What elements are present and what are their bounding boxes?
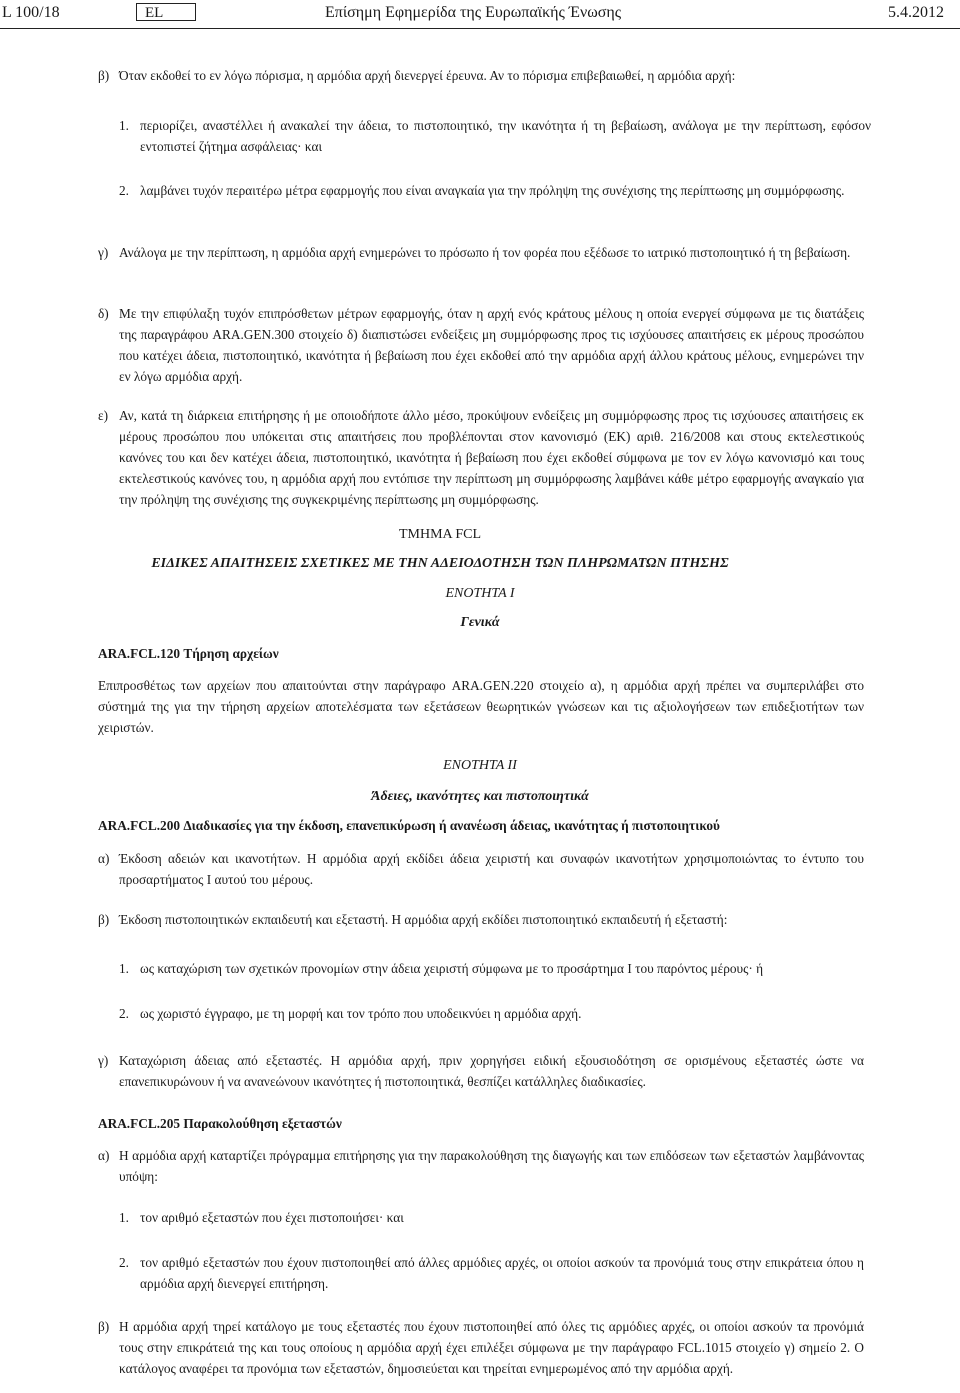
item-number: 1. xyxy=(119,118,129,133)
paragraph-text: Αν, κατά τη διάρκεια επιτήρησης ή με οποιοδήποτε άλλο μέσο, προκύψουν ενδείξεις μη συμμόρφωσης προς τις ισχύουσες απαιτήσεις εκ μέρους προσώπου που υπόκειται στις απαιτήσεις που προβλέπονται στον κανονισμό (ΕΚ) αριθ. 216/2008 και στους εκτελεστικούς κανόνες του και δεν κατέχει άδεια, πιστοποιητικό, ικανότητα ή βεβαίωση που έχει εκδοθεί σύμφωνα με τον εν λόγω κανονισμό και τους εκτελεστικούς κανόνες του, η αρμόδια αρχή που εντόπισε την περίπτωση μη συμμόρφωσης λαμβάνει κάθε μέτρο εφαρμογής αναγκαίο για την πρόληψη της συνέχισης της συγκεκριμένης περίπτωσης μη συμμόρφωσης. xyxy=(119,408,864,507)
paragraph-label: α) xyxy=(98,1148,110,1163)
paragraph-text: Με την επιφύλαξη τυχόν επιπρόσθετων μέτρων εφαρμογής, όταν η αρχή ενός κράτους μέλους η οποία ενεργεί σύμφωνα με τις διατάξεις της παραγράφου ARA.GEN.300 στοιχείο δ) διαπιστώσει ενδείξεις μη συμμόρφωσης προς τις ισχύουσες απαιτήσεις εκ μέρους προσώπου που κατέχει άδεια, πιστοποιητικό, ικανότητα ή βεβαίωση που έχει εκδοθεί από την αρμόδια αρχή άλλου κράτους μέλους, ενημερώνει την εν λόγω αρμόδια αρχή. xyxy=(119,306,864,384)
paragraph-label: α) xyxy=(98,851,110,866)
item-number: 2. xyxy=(119,1006,129,1021)
subsection-1-title: Γενικά xyxy=(460,615,500,630)
paragraph-label: β) xyxy=(98,912,110,927)
header-rule xyxy=(0,28,960,29)
article-200-paragraph-b-item-2 xyxy=(119,1003,864,1024)
paragraph-text: Ανάλογα με την περίπτωση, η αρμόδια αρχή ενημερώνει το πρόσωπο ή τον φορέα που εξέδωσε το ιατρικό πιστοποιητικό ή τη βεβαίωση. xyxy=(119,245,851,260)
item-number: 2. xyxy=(119,1255,129,1270)
paragraph-b-item-2 xyxy=(119,180,871,201)
paragraph-text: Όταν εκδοθεί το εν λόγω πόρισμα, η αρμόδια αρχή διενεργεί έρευνα. Αν το πόρισμα επιβεβαιωθεί, η αρμόδια αρχή: xyxy=(119,68,736,83)
language-code: EL xyxy=(136,3,196,21)
journal-title: Επίσημη Εφημερίδα της Ευρωπαϊκής Ένωσης xyxy=(325,4,622,21)
paragraph-text: Η αρμόδια αρχή τηρεί κατάλογο με τους εξεταστές που έχουν πιστοποιηθεί από όλες τις αρμόδιες αρχές, οι οποίοι ασκούν τα προνόμιά τους στην επικράτειά της και τους οποίους η αρμόδια αρχή έχει επιλέξει σύμφωνα με την παράγραφο FCL.1015 στοιχείο γ) σημείο 2. Ο κατάλογος αναφέρει τα προνόμια των εξεταστών, δημοσιεύεται και τηρείται ενημερωμένος από την αρμόδια αρχή. xyxy=(119,1319,864,1376)
item-text: ως χωριστό έγγραφο, με τη μορφή και τον τρόπο που υποδεικνύει η αρμόδια αρχή. xyxy=(140,1006,582,1021)
journal-reference: L 100/18 xyxy=(2,4,60,21)
paragraph-text: Έκδοση πιστοποιητικών εκπαιδευτή και εξεταστή. Η αρμόδια αρχή εκδίδει πιστοποιητικό εκπαιδευτή ή εξεταστή: xyxy=(119,912,728,927)
paragraph-label: ε) xyxy=(98,408,109,423)
article-120-heading: ARA.FCL.120 Τήρηση αρχείων xyxy=(98,646,279,661)
paragraph-label: δ) xyxy=(98,306,109,321)
article-205-paragraph-a-item-2 xyxy=(119,1252,864,1294)
section-heading: ΤΜΗΜΑ FCL xyxy=(398,527,482,542)
section-title: ΕΙΔΙΚΕΣ ΑΠΑΙΤΗΣΕΙΣ ΣΧΕΤΙΚΕΣ ΜΕ ΤΗΝ ΑΔΕΙΟΔΟΤΗΣΗ ΤΩΝ ΠΛΗΡΩΜΑΤΩΝ ΠΤΗΣΗΣ xyxy=(151,556,729,571)
article-200-paragraph-b xyxy=(98,909,864,930)
item-text: λαμβάνει τυχόν περαιτέρω μέτρα εφαρμογής που είναι αναγκαία για την πρόληψη της συνέχισης της περίπτωσης μη συμμόρφωσης. xyxy=(140,183,845,198)
subsection-2-title: Άδειες, ικανότητες και πιστοποιητικά xyxy=(371,789,589,804)
paragraph-b xyxy=(98,65,878,86)
paragraph-b-item-1 xyxy=(119,115,871,157)
article-200-paragraph-g xyxy=(98,1050,864,1092)
subsection-1-heading: ΕΝΟΤΗΤΑ I xyxy=(445,586,515,601)
article-205-paragraph-a xyxy=(98,1145,864,1187)
article-205-heading: ARA.FCL.205 Παρακολούθηση εξεταστών xyxy=(98,1116,342,1131)
publication-date: 5.4.2012 xyxy=(888,4,944,21)
item-text: τον αριθμό εξεταστών που έχουν πιστοποιηθεί από άλλες αρμόδιες αρχές, οι οποίοι ασκούν τα προνόμιά τους στην επικράτεια όπου η αρμόδια αρχή διενεργεί επιτήρηση. xyxy=(140,1255,864,1291)
article-200-heading: ARA.FCL.200 Διαδικασίες για την έκδοση, επανεπικύρωση ή ανανέωση άδειας, ικανότητας ή πιστοποιητικού xyxy=(98,818,720,833)
item-text: περιορίζει, αναστέλλει ή ανακαλεί την άδεια, το πιστοποιητικό, την ικανότητα ή τη βεβαίωση, ανάλογα με την περίπτωση, εφόσον εντοπιστεί ζήτημα ασφάλειας· και xyxy=(140,118,871,154)
paragraph-label: β) xyxy=(98,68,110,83)
article-200-paragraph-a xyxy=(98,848,864,890)
subsection-2-heading: ΕΝΟΤΗΤΑ II xyxy=(443,758,517,773)
item-text: τον αριθμό εξεταστών που έχει πιστοποιήσει· και xyxy=(140,1210,404,1225)
paragraph-text: Καταχώριση άδειας από εξεταστές. Η αρμόδια αρχή, πριν χορηγήσει ειδική εξουσιοδότηση σε ορισμένους εξεταστές ώστε να επανεπικυρώνουν ή να ανανεώνουν ικανότητες ή πιστοποιητικά, θεσπίζει κατάλληλες διαδικασίες. xyxy=(119,1053,864,1089)
article-205-paragraph-b xyxy=(98,1316,864,1379)
item-number: 1. xyxy=(119,1210,129,1225)
item-number: 2. xyxy=(119,183,129,198)
paragraph-label: γ) xyxy=(98,1053,109,1068)
article-205-paragraph-a-item-1 xyxy=(119,1207,864,1228)
paragraph-label: β) xyxy=(98,1319,110,1334)
item-text: ως καταχώριση των σχετικών προνομίων στην άδεια χειριστή σύμφωνα με το προσάρτημα I του παρόντος μέρους· ή xyxy=(140,961,764,976)
article-120-text: Επιπροσθέτως των αρχείων που απαιτούνται στην παράγραφο ARA.GEN.220 στοιχείο α), η αρμόδια αρχή πρέπει να συμπεριλάβει στο σύστημά της για την τήρηση αρχείων αποτελέσματα των εξετάσεων θεωρητικών γνώσεων και τις αξιολογήσεων των επιδεξιοτήτων των χειριστών. xyxy=(98,678,864,735)
paragraph-g xyxy=(98,242,864,263)
article-200-paragraph-b-item-1 xyxy=(119,958,864,979)
paragraph-d xyxy=(98,303,864,387)
item-number: 1. xyxy=(119,961,129,976)
paragraph-label: γ) xyxy=(98,245,109,260)
paragraph-text: Έκδοση αδειών και ικανοτήτων. Η αρμόδια αρχή εκδίδει άδεια χειριστή και συναφών ικανοτήτων χρησιμοποιώντας το έντυπο του προσαρτήματος I αυτού του μέρους. xyxy=(119,851,864,887)
paragraph-e xyxy=(98,405,864,510)
paragraph-text: Η αρμόδια αρχή καταρτίζει πρόγραμμα επιτήρησης για την παρακολούθηση της διαγωγής και των επιδόσεων των εξεταστών λαμβάνοντας υπόψη: xyxy=(119,1148,864,1184)
